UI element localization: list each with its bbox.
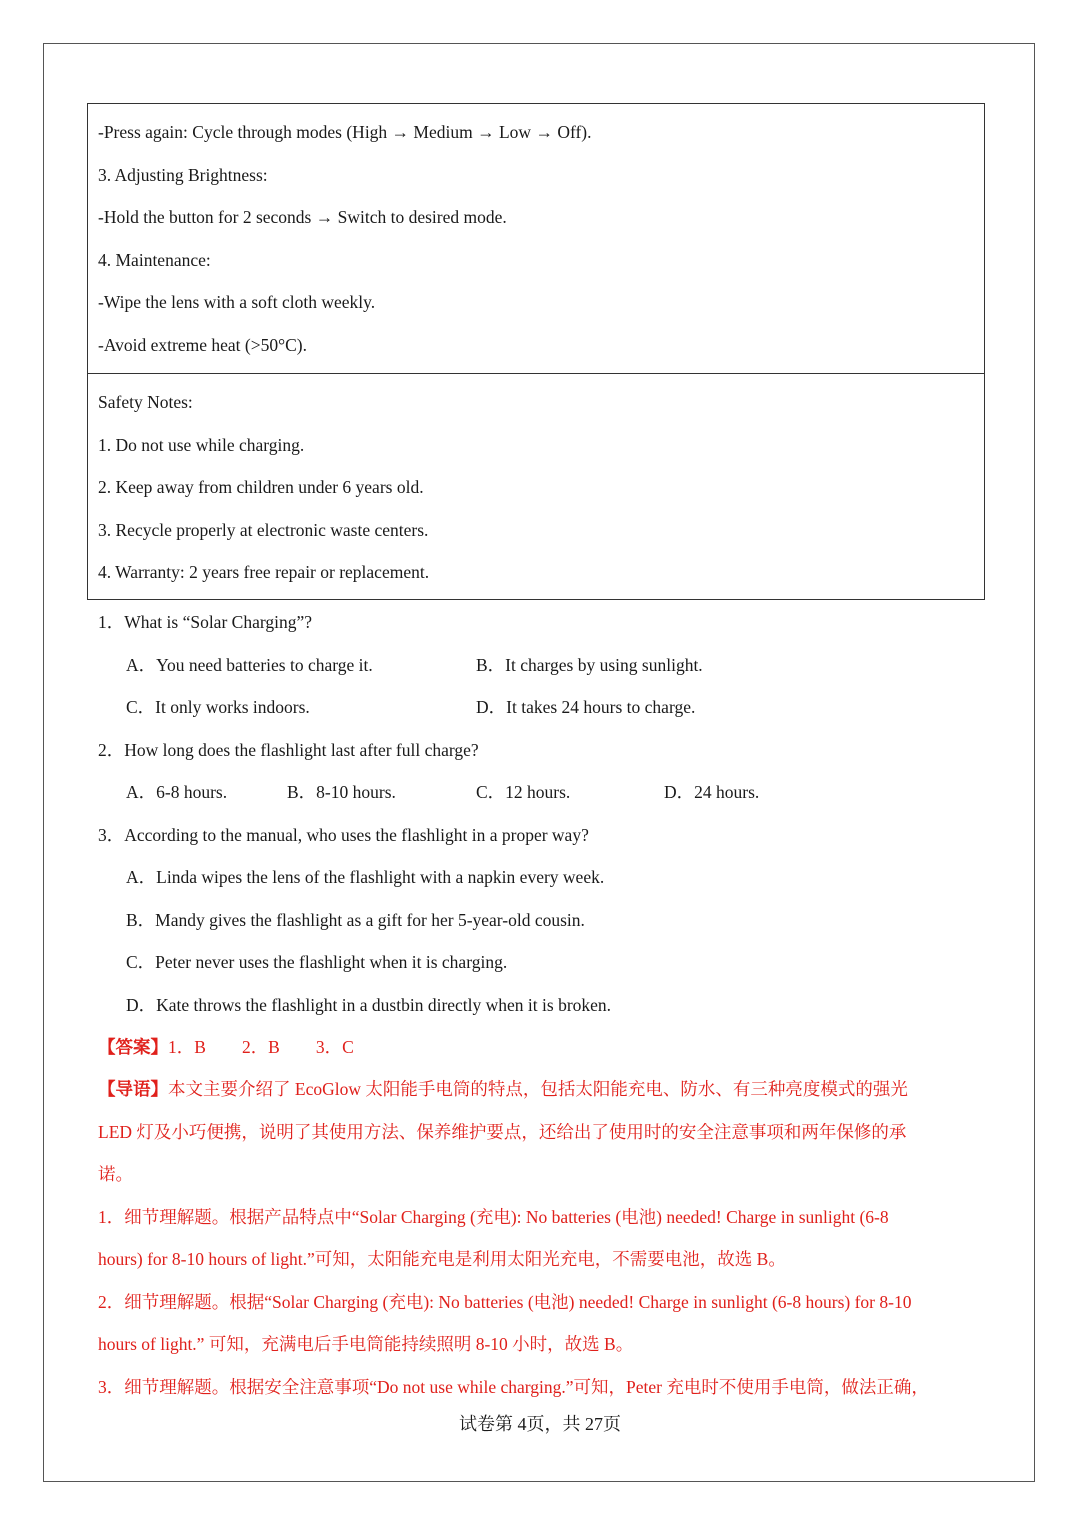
instructions-line: 3. Adjusting Brightness:	[98, 165, 268, 185]
answer-label: 【答案】	[98, 1037, 168, 1057]
guide-text: 本文主要介绍了 EcoGlow 太阳能手电筒的特点，包括太阳能充电、防水、有三种亮度模式的强光	[168, 1079, 908, 1099]
instructions-line: 4. Maintenance:	[98, 250, 211, 270]
question-stem: 3．According to the manual, who uses the flashlight in a proper way?	[98, 825, 589, 845]
question-option: B．Mandy gives the flashlight as a gift for her 5-year-old cousin.	[126, 910, 585, 930]
question-option: A．Linda wipes the lens of the flashlight with a napkin every week.	[126, 867, 605, 887]
answer-item: 3．C	[315, 1037, 354, 1057]
question-option: C．12 hours.	[476, 782, 571, 802]
page-footer: 试卷第 4页，共 27页	[459, 1414, 621, 1434]
safety-note: 2. Keep away from children under 6 years old.	[98, 477, 424, 497]
answer-item: 1．B	[168, 1037, 206, 1057]
answer-item: 2．B	[241, 1037, 280, 1057]
explanation-line: hours of light.” 可知，充满电后手电筒能持续照明 8-10 小时，故选 B。	[98, 1334, 634, 1354]
explanation-line: 2．细节理解题。根据“Solar Charging (充电): No batteries (电池) needed! Charge in sunlight (6-8 hours) for 8-10	[98, 1292, 912, 1312]
instructions-line: -Avoid extreme heat (>50°C).	[98, 335, 307, 355]
question-stem: 2．How long does the flashlight last after full charge?	[98, 740, 479, 760]
safety-notes-title: Safety Notes:	[98, 392, 193, 412]
question-option: B．It charges by using sunlight.	[476, 655, 703, 675]
guide-text: 诺。	[98, 1164, 133, 1184]
explanation-line: 1．细节理解题。根据产品特点中“Solar Charging (充电): No batteries (电池) needed! Charge in sunlight (6-8	[98, 1207, 889, 1227]
question-option: D．Kate throws the flashlight in a dustbin directly when it is broken.	[126, 995, 612, 1015]
guide-line	[98, 1077, 908, 1101]
question-option: D．24 hours.	[664, 782, 760, 802]
question-option: C．It only works indoors.	[126, 697, 310, 717]
safety-note: 3. Recycle properly at electronic waste centers.	[98, 520, 429, 540]
question-option: A．6-8 hours.	[126, 782, 228, 802]
instructions-line: -Hold the button for 2 seconds → Switch to desired mode.	[98, 207, 507, 227]
question-option: C．Peter never uses the flashlight when it is charging.	[126, 952, 508, 972]
question-option: D．It takes 24 hours to charge.	[476, 697, 696, 717]
question-option: A．You need batteries to charge it.	[126, 655, 373, 675]
answer-line	[98, 1035, 354, 1059]
safety-note: 1. Do not use while charging.	[98, 435, 305, 455]
safety-note: 4. Warranty: 2 years free repair or replacement.	[98, 562, 430, 582]
question-stem: 1．What is “Solar Charging”?	[98, 612, 312, 632]
instructions-line: -Press again: Cycle through modes (High → Medium → Low → Off).	[98, 122, 592, 142]
question-option: B．8-10 hours.	[287, 782, 396, 802]
explanation-line: 3．细节理解题。根据安全注意事项“Do not use while charging.”可知，Peter 充电时不使用手电筒，做法正确，	[98, 1377, 929, 1397]
guide-label: 【导语】	[98, 1079, 168, 1099]
explanation-line: hours) for 8-10 hours of light.”可知，太阳能充电是利用太阳光充电，不需要电池，故选 B。	[98, 1249, 786, 1269]
guide-text: LED 灯及小巧便携，说明了其使用方法、保养维护要点，还给出了使用时的安全注意事项和两年保修的承	[98, 1122, 907, 1142]
instructions-line: -Wipe the lens with a soft cloth weekly.	[98, 292, 376, 312]
